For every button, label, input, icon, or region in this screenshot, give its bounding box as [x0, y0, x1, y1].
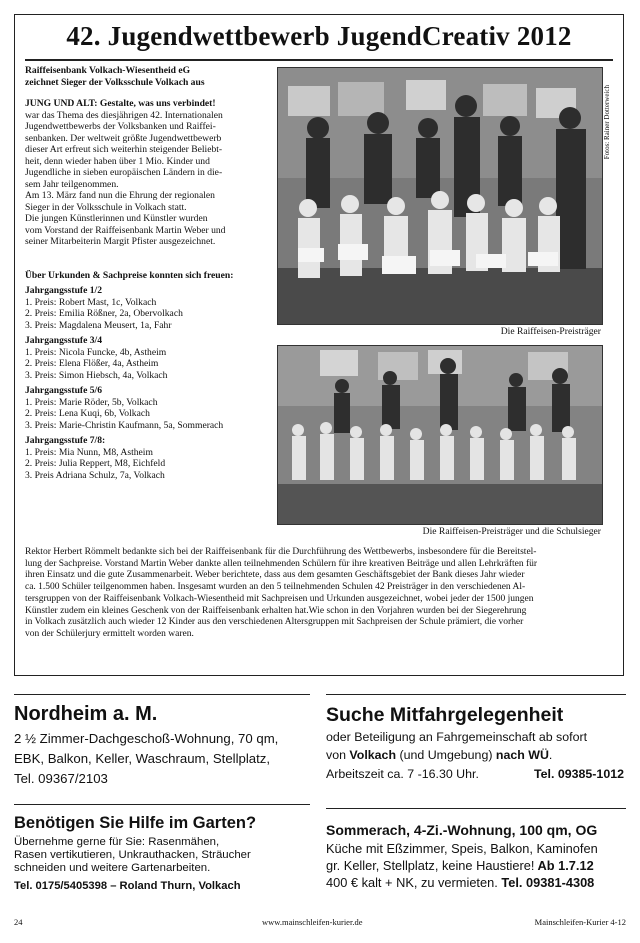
text: (und Umgebung)	[396, 748, 496, 762]
article-title: 42. Jugendwettbewerb JugendCreativ 2012	[66, 21, 572, 51]
footer-url: www.mainschleifen-kurier.de	[262, 917, 363, 927]
intro-line: Sieger in der Volksschule in Volkach statt.	[25, 201, 187, 213]
text: Arbeitszeit ca. 7 -16.30 Uhr.	[326, 767, 479, 781]
prize-entry: 2. Preis: Lena Kuqi, 6b, Volkach	[25, 408, 150, 419]
prizes-heading: Über Urkunden & Sachpreise konnten sich freuen:	[25, 269, 234, 281]
group-heading: Jahrgangsstufe 3/4	[25, 335, 103, 346]
text-bold: Volkach	[349, 748, 397, 762]
closing-line: Künstler zudem ein kleines Geschenk von der Raiffeisenbank erhalten hat.Wie schon in den Vorjahren wurden bei der Siegerehrung	[25, 605, 527, 616]
ad-mitfahr-title: Suche Mitfahrgelegenheit	[326, 704, 564, 726]
subtitle-line: Raiffeisenbank Volkach-Wiesentheid eG	[25, 65, 191, 76]
intro-line: vom Vorstand der Raiffeisenbank Martin Weber und	[25, 224, 226, 236]
intro-lead: JUNG UND ALT: Gestalte, was uns verbindet!	[25, 98, 216, 109]
photo-prize-winners-and-school-winners	[277, 345, 603, 525]
text: von	[326, 748, 350, 762]
ad-garten-line: schneiden und weitere Gartenarbeiten.	[14, 862, 211, 874]
closing-line: Rektor Herbert Römmelt bedankte sich bei der Raiffeisenbank für die Durchführung des Wettbewerbs, insbesondere für die Bereitstel-	[25, 547, 537, 557]
ad-sommerach-title: Sommerach, 4-Zi.-Wohnung, 100 qm, OG	[326, 822, 598, 838]
group-heading: Jahrgangsstufe 7/8:	[25, 435, 106, 446]
prize-entry: 3. Preis: Marie-Christin Kaufmann, 5a, Sommerach	[25, 419, 224, 431]
ad-sommerach-line	[326, 858, 626, 873]
ad-sommerach-line: Küche mit Eßzimmer, Speis, Balkon, Kaminofen	[326, 841, 598, 856]
prize-entry: 1. Preis: Mia Nunn, M8, Astheim	[25, 446, 153, 458]
ad-nordheim-line: 2 ½ Zimmer-Dachgeschoß-Wohnung, 70 qm,	[14, 731, 279, 746]
ad-garten-line: Übernehme gerne für Sie: Rasenmähen,	[14, 836, 220, 848]
intro-line: dieser Art erfreut sich weiterhin steigender Beliebt-	[25, 144, 223, 155]
ad-mitfahr-route	[326, 748, 626, 762]
intro-line: heit, denn wieder haben über 1 Mio. Kinder und	[25, 155, 210, 167]
prize-entry: 2. Preis: Julia Reppert, M8, Eichfeld	[25, 458, 166, 469]
ad-garten	[14, 804, 310, 892]
intro-line: senbanken. Der weltweit größte Jugendwettbewerb	[25, 132, 222, 144]
closing-line: ca. 1.500 Schüler teilgenommen haben. Insgesamt wurden an den 5 teilnehmenden Schulen 42 Preisträger in den verschiedenen Al-	[25, 582, 526, 593]
photo-credit: Fotos: Rainer Dotterweich	[603, 85, 611, 160]
ad-mitfahrgelegenheit	[326, 694, 626, 783]
intro-line: sem Jahr teilgenommen.	[25, 178, 119, 190]
intro-line: Am 13. März fand nun die Ehrung der regionalen	[25, 190, 215, 201]
text-bold: nach WÜ	[495, 748, 549, 762]
caption-photo-1: Die Raiffeisen-Preisträger	[500, 326, 601, 337]
closing-line: lung der Sachpreise. Vorstand Martin Weber dankte allen teilnehmenden Schülern für ihre kreativen Beiträge und allen Lehrkräften für	[25, 558, 538, 569]
page-footer	[14, 917, 626, 931]
ad-sommerach-phone: Tel. 09381-4308	[497, 875, 595, 890]
text: .	[548, 748, 553, 762]
article-box	[14, 14, 624, 676]
ad-nordheim-phone: Tel. 09367/2103	[14, 771, 108, 786]
prize-entry: 1. Preis: Marie Röder, 5b, Volkach	[25, 396, 158, 408]
ad-nordheim	[14, 694, 310, 786]
intro-line: seiner Mitarbeiterin Margit Pfister ausgezeichnet.	[25, 236, 216, 247]
ad-sommerach	[326, 808, 626, 890]
prize-entry: 2. Preis: Emilia Rößner, 2a, Obervolkach	[25, 308, 183, 319]
ad-garten-contact: Tel. 0175/5405398 – Roland Thurn, Volkach	[14, 880, 241, 892]
text: gr. Keller, Stellplatz, keine Haustiere!	[326, 858, 535, 873]
page-number: 24	[14, 917, 23, 927]
prize-entry: 1. Preis: Robert Mast, 1c, Volkach	[25, 296, 157, 308]
ad-mitfahr-phone: Tel. 09385-1012	[533, 767, 624, 781]
text: 400 € kalt + NK, zu vermieten.	[326, 875, 498, 890]
text-bold: Ab 1.7.12	[534, 858, 594, 873]
prize-entry: 3. Preis Adriana Schulz, 7a, Volkach	[25, 469, 165, 481]
prize-entry: 2. Preis: Elena Flößer, 4a, Astheim	[25, 358, 159, 369]
ad-sommerach-price	[326, 875, 626, 890]
intro-line: Jugendliche in sieben europäischen Ländern in die-	[25, 167, 223, 178]
prize-entry: 3. Preis: Simon Hiebsch, 4a, Volkach	[25, 369, 168, 381]
closing-line: ihren Einsatz und die gute Zusammenarbeit. Weber berichtete, dass aus dem gesamten Geschäftsgebiet der Bank dieses Jahr wieder	[25, 570, 525, 581]
ad-nordheim-title: Nordheim a. M.	[14, 703, 158, 725]
intro-line: Jugendwettbewerbs der Volksbanken und Raiffei-	[25, 121, 216, 132]
title-divider	[25, 59, 613, 61]
ad-mitfahr-line: oder Beteiligung an Fahrgemeinschaft ab sofort	[326, 730, 588, 744]
closing-line: tersgruppen von der Raiffeisenbank Volkach-Wiesentheid mit Sachpreisen und Urkunden ausgezeichnet, wobei jeder der 1500 jungen	[25, 593, 534, 604]
ad-mitfahr-contact	[326, 767, 626, 783]
intro-line: war das Thema des diesjährigen 42. Internationalen	[25, 109, 223, 121]
group-heading: Jahrgangsstufe 5/6	[25, 385, 103, 396]
closing-line: von der Schülerjury ermittelt worden waren.	[25, 628, 194, 639]
closing-paragraph	[25, 547, 613, 641]
intro-line: Die jungen Künstlerinnen und Künstler wurden	[25, 213, 208, 224]
subtitle-line: zeichnet Sieger der Volksschule Volkach aus	[25, 76, 205, 88]
closing-line: in Volkach zusätzlich auch wieder 12 Kinder aus den verschiedenen Altersgruppen mit Sachpreisen der Schule prämiert, die vorher	[25, 617, 524, 628]
ad-garten-title: Benötigen Sie Hilfe im Garten?	[14, 814, 257, 832]
ad-garten-line: Rasen vertikutieren, Unkrauthacken, Sträucher	[14, 849, 251, 861]
article-text-column	[25, 65, 271, 481]
ad-nordheim-line: EBK, Balkon, Keller, Waschraum, Stellplatz,	[14, 751, 271, 766]
group-heading: Jahrgangsstufe 1/2	[25, 285, 103, 296]
photo-prize-winners	[277, 67, 603, 325]
prize-entry: 3. Preis: Magdalena Meusert, 1a, Fahr	[25, 319, 172, 331]
caption-photo-2: Die Raiffeisen-Preisträger und die Schulsieger	[422, 526, 601, 537]
footer-issue: Mainschleifen-Kurier 4-12	[534, 917, 626, 927]
prize-entry: 1. Preis: Nicola Funcke, 4b, Astheim	[25, 346, 167, 358]
